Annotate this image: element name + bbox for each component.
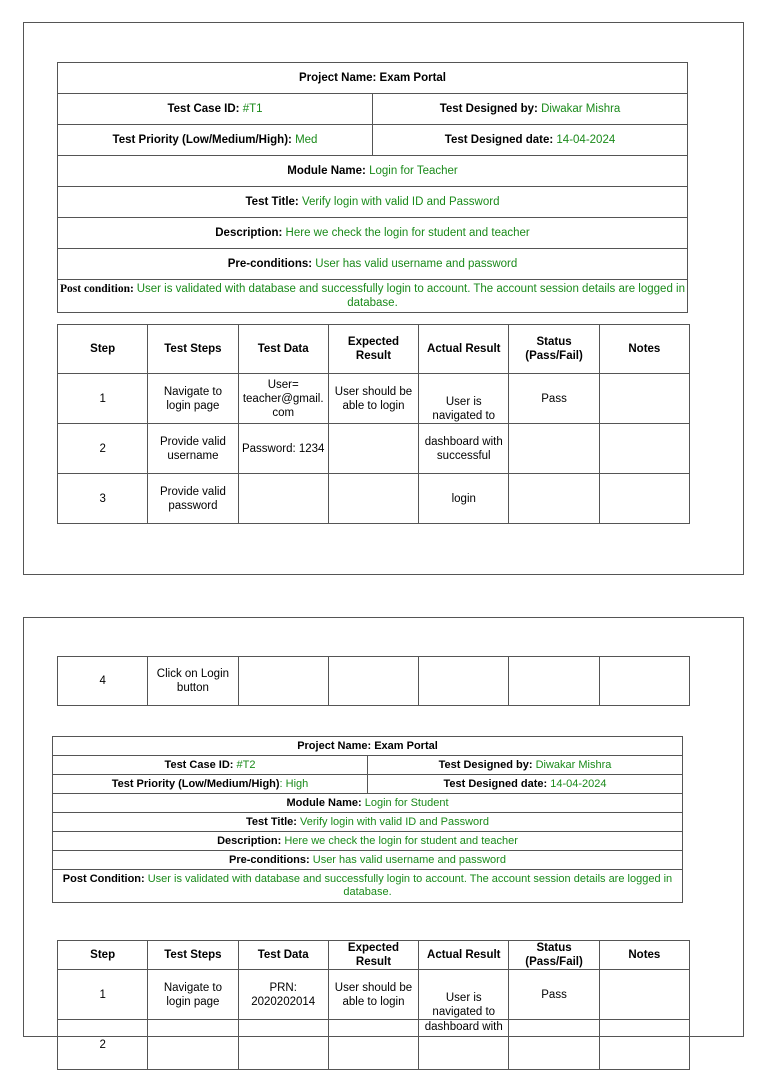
test-designed-date: Test Designed date: 14-04-2024 <box>368 775 683 794</box>
cell-notes <box>599 424 689 474</box>
test-case-id: Test Case ID: #T1 <box>58 94 373 125</box>
cell-notes <box>599 657 689 706</box>
cell-actual <box>419 657 509 706</box>
cell-test-steps: Navigate to login page <box>148 374 238 424</box>
cell-actual: User is navigated to <box>419 374 509 424</box>
col-test-steps: Test Steps <box>148 941 238 970</box>
test-steps-table-2 <box>57 940 690 1070</box>
cell-expected: User should be able to login <box>328 970 418 1020</box>
module-name: Module Name: Login for Teacher <box>58 156 688 187</box>
cell-actual: dashboard with successful <box>419 424 509 474</box>
document-page-1 <box>23 22 744 575</box>
col-status: Status (Pass/Fail) <box>509 325 599 374</box>
cell-actual: User is navigated to <box>419 970 509 1020</box>
cell-step: 2 <box>58 1020 148 1070</box>
cell-expected: User should be able to login <box>328 374 418 424</box>
test-priority: Test Priority (Low/Medium/High): Med <box>58 125 373 156</box>
post-condition: Post condition: User is validated with database and successfully login to account. The account session details are logged in database. <box>58 280 688 313</box>
cell-test-data <box>238 657 328 706</box>
cell-status <box>509 424 599 474</box>
col-expected-result: Expected Result <box>328 941 418 970</box>
col-actual-result: Actual Result <box>419 325 509 374</box>
description: Description: Here we check the login for student and teacher <box>53 832 683 851</box>
col-notes: Notes <box>599 325 689 374</box>
cell-step: 2 <box>58 424 148 474</box>
cell-test-data <box>238 474 328 524</box>
cell-notes <box>599 474 689 524</box>
cell-test-steps: Provide valid username <box>148 424 238 474</box>
test-case-2-header-table <box>52 736 683 903</box>
test-case-1-header-table <box>57 62 688 313</box>
col-test-data: Test Data <box>238 941 328 970</box>
cell-status <box>509 474 599 524</box>
col-test-data: Test Data <box>238 325 328 374</box>
cell-expected <box>328 474 418 524</box>
cell-expected <box>328 657 418 706</box>
col-actual-result: Actual Result <box>419 941 509 970</box>
project-name: Project Name: Exam Portal <box>58 63 688 94</box>
cell-test-steps: Click on Login button <box>148 657 238 706</box>
description: Description: Here we check the login for student and teacher <box>58 218 688 249</box>
pre-conditions: Pre-conditions: User has valid username and password <box>58 249 688 280</box>
col-expected-result: Expected Result <box>328 325 418 374</box>
cell-step: 3 <box>58 474 148 524</box>
cell-notes <box>599 970 689 1020</box>
cell-status <box>509 1020 599 1070</box>
cell-test-steps: Navigate to login page <box>148 970 238 1020</box>
cell-status: Pass <box>509 374 599 424</box>
document-page-2 <box>23 617 744 1051</box>
cell-step: 1 <box>58 970 148 1020</box>
cell-actual: login <box>419 474 509 524</box>
col-step: Step <box>58 325 148 374</box>
test-steps-table-1 <box>57 324 690 524</box>
test-designed-by: Test Designed by: Diwakar Mishra <box>368 756 683 775</box>
post-condition: Post Condition: User is validated with database and successfully login to account. The account session details are logged in database. <box>53 870 683 903</box>
table-row <box>58 374 690 424</box>
test-priority: Test Priority (Low/Medium/High): High <box>53 775 368 794</box>
col-notes: Notes <box>599 941 689 970</box>
table-row <box>58 970 690 1020</box>
cell-test-data <box>238 1020 328 1070</box>
cell-notes <box>599 1020 689 1070</box>
cell-test-data: Password: 1234 <box>238 424 328 474</box>
table-row <box>58 1020 690 1070</box>
cell-status <box>509 657 599 706</box>
project-name: Project Name: Exam Portal <box>53 737 683 756</box>
pre-conditions: Pre-conditions: User has valid username and password <box>53 851 683 870</box>
test-title: Test Title: Verify login with valid ID and Password <box>58 187 688 218</box>
cell-actual: dashboard with <box>419 1020 509 1070</box>
col-status: Status (Pass/Fail) <box>509 941 599 970</box>
test-designed-date: Test Designed date: 14-04-2024 <box>373 125 688 156</box>
cell-step: 4 <box>58 657 148 706</box>
cell-test-data: PRN: 2020202014 <box>238 970 328 1020</box>
cell-test-steps: Provide valid password <box>148 474 238 524</box>
cell-test-data: User= teacher@gmail. com <box>238 374 328 424</box>
test-case-id: Test Case ID: #T2 <box>53 756 368 775</box>
cell-test-steps <box>148 1020 238 1070</box>
col-step: Step <box>58 941 148 970</box>
cell-expected <box>328 1020 418 1070</box>
col-test-steps: Test Steps <box>148 325 238 374</box>
test-designed-by: Test Designed by: Diwakar Mishra <box>373 94 688 125</box>
test-title: Test Title: Verify login with valid ID and Password <box>53 813 683 832</box>
cell-expected <box>328 424 418 474</box>
module-name: Module Name: Login for Student <box>53 794 683 813</box>
table-row <box>58 657 690 706</box>
cell-step: 1 <box>58 374 148 424</box>
cell-notes <box>599 374 689 424</box>
table-row <box>58 474 690 524</box>
table-row <box>58 424 690 474</box>
test-steps-table-1-continued <box>57 656 690 706</box>
cell-status: Pass <box>509 970 599 1020</box>
